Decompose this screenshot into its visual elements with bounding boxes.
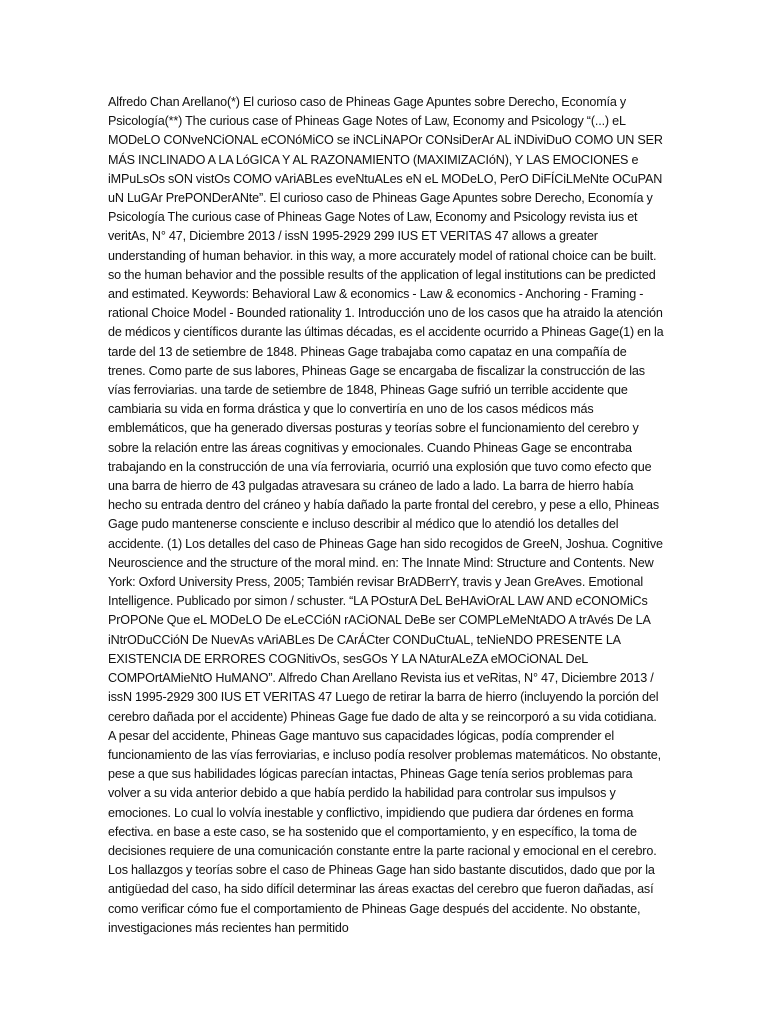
- document-page: [108, 93, 664, 938]
- document-body-text: Alfredo Chan Arellano(*) El curioso caso de Phineas Gage Apuntes sobre Derecho, Economía y Psicología(**) The curious case of Phineas Gage Notes of Law, Economy and Psicology “(...) eL MODeLO CONveNCiONAL eCONóMiCO se iNCLiNAPOr CONsiDerAr AL iNDiviDuO COMO UN SER MÁS INCLINADO A LA LóGICA Y AL RAZONAMIENTO (MAXIMIZACIóN), Y LAS EMOCIONES e iMPuLsOs sON vistOs COMO vAriABLes eveNtuALes eN eL MODeLO, PerO DiFÍCiLMeNte OCuPAN uN LuGAr PrePONDerANte”. El curioso caso de Phineas Gage Apuntes sobre Derecho, Economía y Psicología The curious case of Phineas Gage Notes of Law, Economy and Psicology revista ius et veritAs, N° 47, Diciembre 2013 / issN 1995-2929 299 IUS ET VERITAS 47 allows a greater understanding of human behavior. in this way, a more accurately model of rational choice can be built. so the human behavior and the possible results of the application of legal institutions can be predicted and estimated. Keywords: Behavioral Law & economics - Law & economics - Anchoring - Framing - rational Choice Model - Bounded rationality 1. Introducción uno de los casos que ha atraido la atención de médicos y científicos durante las últimas décadas, es el accidente ocurrido a Phineas Gage(1) en la tarde del 13 de setiembre de 1848. Phineas Gage trabajaba como capataz en una compañía de trenes. Como parte de sus labores, Phineas Gage se encargaba de fiscalizar la construcción de las vías ferroviarias. una tarde de setiembre de 1848, Phineas Gage sufrió un terrible accidente que cambiaria su vida en forma drástica y que lo convertiría en uno de los casos médicos más emblemáticos, que ha generado diversas posturas y teorías sobre el funcionamiento del cerebro y sobre la relación entre las áreas cognitivas y emocionales. Cuando Phineas Gage se encontraba trabajando en la construcción de una vía ferroviaria, ocurrió una explosión que tuvo como efecto que una barra de hierro de 43 pulgadas atravesara su cráneo de lado a lado. La barra de hierro había hecho su entrada dentro del cráneo y había dañado la parte frontal del cerebro, y pese a ello, Phineas Gage pudo mantenerse consciente e incluso describir al médico que lo atendió los detalles del accidente. (1) Los detalles del caso de Phineas Gage han sido recogidos de GreeN, Joshua. Cognitive Neuroscience and the structure of the moral mind. en: The Innate Mind: Structure and Contents. New York: Oxford University Press, 2005; También revisar BrADBerrY, travis y Jean GreAves. Emotional Intelligence. Publicado por simon / schuster. “LA POsturA DeL BeHAviOrAL LAW AND eCONOMiCs PrOPONe Que eL MODeLO De eLeCCióN rACiONAL DeBe ser COMPLeMeNtADO A trAvés De LA iNtrODuCCióN De NuevAs vAriABLes De CArÁCter CONDuCtuAL, teNieNDO PRESENTE LA EXISTENCIA DE ERRORES COGNitivOs, sesGOs Y LA NAturALeZA eMOCiONAL DeL COMPOrtAMieNtO HuMANO”. Alfredo Chan Arellano Revista ius et veRitas, N° 47, Diciembre 2013 / issN 1995-2929 300 IUS ET VERITAS 47 Luego de retirar la barra de hierro (incluyendo la porción del cerebro dañada por el accidente) Phineas Gage fue dado de alta y se reincorporó a su vida cotidiana. A pesar del accidente, Phineas Gage mantuvo sus capacidades lógicas, podía comprender el funcionamiento de las vías ferroviarias, e incluso podía resolver problemas matemáticos. No obstante, pese a que sus habilidades lógicas parecían intactas, Phineas Gage tenía serios problemas para volver a su vida anterior debido a que había perdido la habilidad para controlar sus impulsos y emociones. Lo cual lo volvía inestable y conflictivo, impidiendo que pudiera dar órdenes en forma efectiva. en base a este caso, se ha sostenido que el comportamiento, y en específico, la toma de decisiones requiere de una comunicación constante entre la parte racional y emocional en el cerebro. Los hallazgos y teorías sobre el caso de Phineas Gage han sido bastante discutidos, dado que por la antigüedad del caso, ha sido difícil determinar las áreas exactas del cerebro que fueron dañadas, así como verificar cómo fue el comportamiento de Phineas Gage después del accidente. No obstante, investigaciones más recientes han permitido: [108, 95, 664, 935]
